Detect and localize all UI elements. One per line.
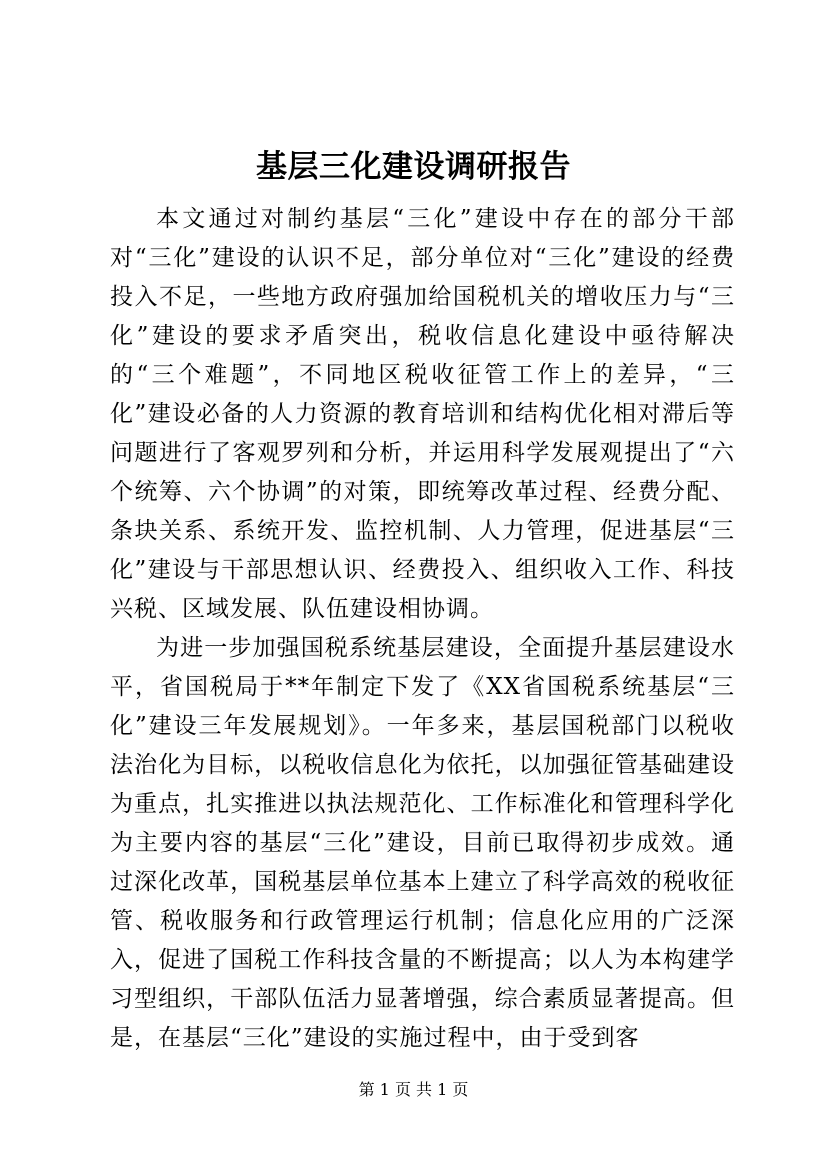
document-body — [110, 200, 735, 1058]
document-title: 基层三化建设调研报告 — [256, 149, 571, 185]
page-footer: 第 1 页 共 1 页 — [358, 1080, 469, 1099]
body-paragraph-2: 为进一步加强国税系统基层建设，全面提升基层建设水平，省国税局于**年制定下发了《XX省国税系统基层“三化”建设三年发展规划》。一年多来，基层国税部门以税收法治化为目标，以税收信息化为依托，以加强征管基础建设为重点，扎实推进以执法规范化、工作标准化和管理科学化为主要内容的基层“三化”建设，目前已取得初步成效。通过深化改革，国税基层单位基本上建立了科学高效的税收征管、税收服务和行政管理运行机制；信息化应用的广泛深入，促进了国税工作科技含量的不断提高；以人为本构建学习型组织，干部队伍活力显著增强，综合素质显著提高。但是，在基层“三化”建设的实施过程中，由于受到客 — [110, 635, 735, 1051]
body-paragraph-1: 本文通过对制约基层“三化”建设中存在的部分干部对“三化”建设的认识不足，部分单位对“三化”建设的经费投入不足，一些地方政府强加给国税机关的增收压力与“三化”建设的要求矛盾突出，税收信息化建设中亟待解决的“三个难题”，不同地区税收征管工作上的差异，“三化”建设必备的人力资源的教育培训和结构优化相对滞后等问题进行了客观罗列和分析，并运用科学发展观提出了“六个统筹、六个协调”的对策，即统筹改革过程、经费分配、条块关系、系统开发、监控机制、人力管理，促进基层“三化”建设与干部思想认识、经费投入、组织收入工作、科技兴税、区域发展、队伍建设相协调。 — [110, 206, 735, 622]
